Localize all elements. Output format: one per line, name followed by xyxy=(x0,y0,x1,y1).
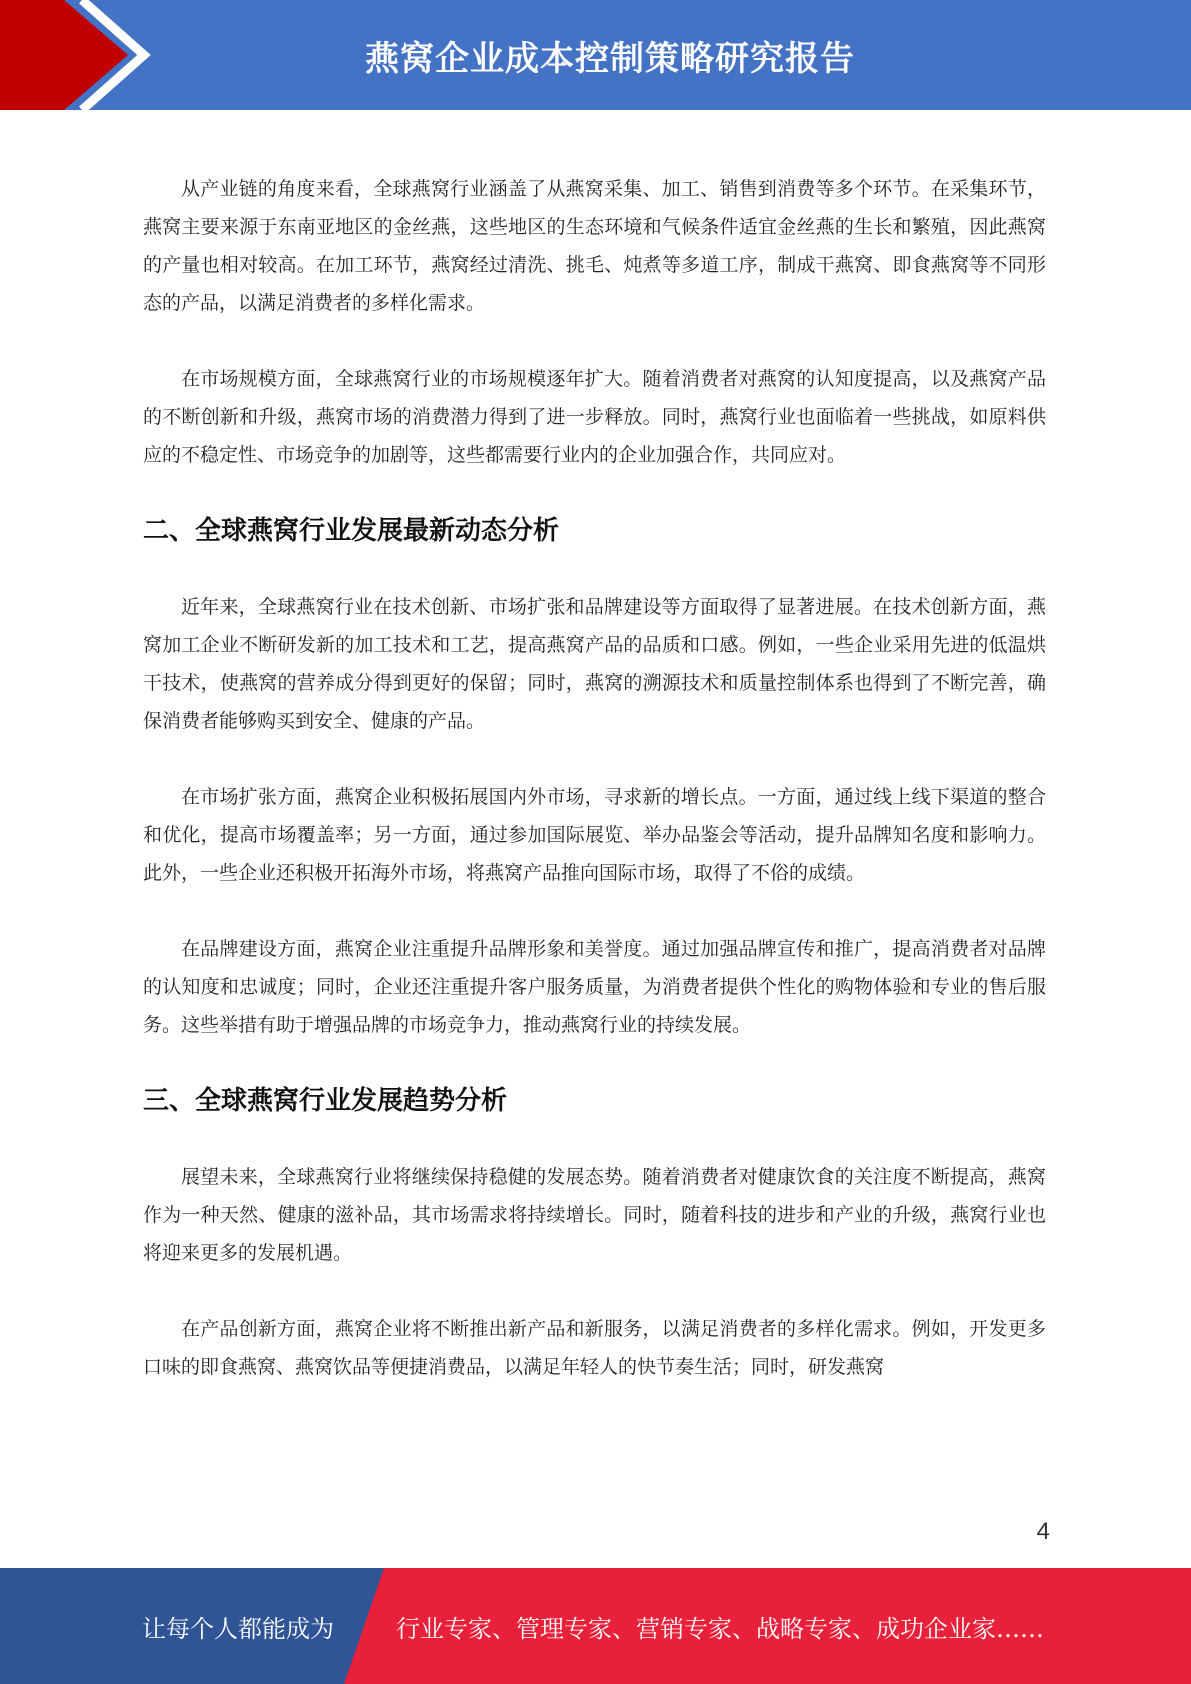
page-footer xyxy=(0,1568,1191,1684)
block-spacer xyxy=(143,1272,1046,1310)
body-paragraph: 在市场扩张方面，燕窝企业积极拓展国内外市场，寻求新的增长点。一方面，通过线上线下渠道的整合和优化，提高市场覆盖率；另一方面，通过参加国际展览、举办品鉴会等活动，提升品牌知名度和影响力。此外，一些企业还积极开拓海外市场，将燕窝产品推向国际市场，取得了不俗的成绩。 xyxy=(143,786,1046,884)
footer-slogan-right: 行业专家、管理专家、营销专家、战略专家、成功企业家…… xyxy=(396,1614,1044,1643)
block-spacer xyxy=(143,474,1046,512)
block-spacer xyxy=(143,892,1046,930)
body-paragraph: 在市场规模方面，全球燕窝行业的市场规模逐年扩大。随着消费者对燕窝的认知度提高，以及燕窝产品的不断创新和升级，燕窝市场的消费潜力得到了进一步释放。同时，燕窝行业也面临着一些挑战，如原料供应的不稳定性、市场竞争的加剧等，这些都需要行业内的企业加强合作，共同应对。 xyxy=(143,368,1046,466)
page-header xyxy=(0,0,1191,110)
document-title: 燕窝企业成本控制策略研究报告 xyxy=(365,38,855,79)
footer-slogan-left: 让每个人都能成为 xyxy=(142,1614,334,1643)
block-spacer xyxy=(143,322,1046,360)
document-body xyxy=(143,170,1046,1386)
section-heading: 二、全球燕窝行业发展最新动态分析 xyxy=(143,516,560,546)
body-paragraph: 近年来，全球燕窝行业在技术创新、市场扩张和品牌建设等方面取得了显著进展。在技术创新方面，燕窝加工企业不断研发新的加工技术和工艺，提高燕窝产品的品质和口感。例如，一些企业采用先进的低温烘干技术，使燕窝的营养成分得到更好的保留；同时，燕窝的溯源技术和质量控制体系也得到了不断完善，确保消费者能够购买到安全、健康的产品。 xyxy=(143,596,1046,732)
body-paragraph: 展望未来，全球燕窝行业将继续保持稳健的发展态势。随着消费者对健康饮食的关注度不断提高，燕窝作为一种天然、健康的滋补品，其市场需求将持续增长。同时，随着科技的进步和产业的升级，燕窝行业也将迎来更多的发展机遇。 xyxy=(143,1166,1046,1264)
body-paragraph: 在品牌建设方面，燕窝企业注重提升品牌形象和美誉度。通过加强品牌宣传和推广，提高消费者对品牌的认知度和忠诚度；同时，企业还注重提升客户服务质量，为消费者提供个性化的购物体验和专业的售后服务。这些举措有助于增强品牌的市场竞争力，推动燕窝行业的持续发展。 xyxy=(143,938,1046,1036)
body-paragraph: 从产业链的角度来看，全球燕窝行业涵盖了从燕窝采集、加工、销售到消费等多个环节。在采集环节，燕窝主要来源于东南亚地区的金丝燕，这些地区的生态环境和气候条件适宜金丝燕的生长和繁殖，因此燕窝的产量也相对较高。在加工环节，燕窝经过清洗、挑毛、炖煮等多道工序，制成干燕窝、即食燕窝等不同形态的产品，以满足消费者的多样化需求。 xyxy=(143,178,1046,314)
body-paragraph: 在产品创新方面，燕窝企业将不断推出新产品和新服务，以满足消费者的多样化需求。例如，开发更多口味的即食燕窝、燕窝饮品等便捷消费品，以满足年轻人的快节奏生活；同时，研发燕窝 xyxy=(143,1318,1046,1378)
block-spacer xyxy=(143,740,1046,778)
block-spacer xyxy=(143,1120,1046,1158)
block-spacer xyxy=(143,550,1046,588)
block-spacer xyxy=(143,1044,1046,1082)
page-number: 4 xyxy=(1036,1518,1050,1545)
section-heading: 三、全球燕窝行业发展趋势分析 xyxy=(143,1086,508,1116)
